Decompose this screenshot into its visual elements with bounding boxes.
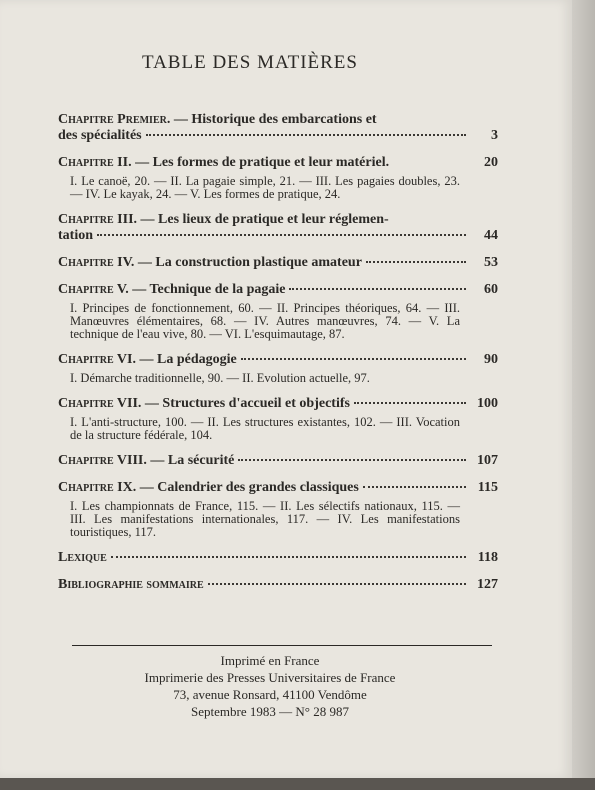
toc-entry-chapter-9 <box>58 480 498 539</box>
entry-label-sc: Bibliographie sommaire <box>58 577 204 592</box>
toc-entry-chapter-4 <box>58 255 498 271</box>
entry-label: VIII. — La sécurité <box>113 453 235 468</box>
entry-label-sc: Chapitre <box>58 282 114 297</box>
entry-label: VI. — La pédagogie <box>113 352 237 367</box>
dot-leader <box>146 134 466 136</box>
entry-label-sc: Chapitre <box>58 255 114 270</box>
dot-leader <box>97 234 466 236</box>
entry-label: . — Historique des embarcations et <box>166 112 377 127</box>
entry-page-number: 3 <box>491 128 498 143</box>
entry-page-number: 115 <box>477 480 498 495</box>
dot-leader <box>111 556 466 558</box>
dot-leader <box>363 486 466 488</box>
entry-label-sc: Chapitre <box>58 155 114 170</box>
entry-page-number: 44 <box>484 228 498 243</box>
imprint-line: Imprimerie des Presses Universitaires de France <box>144 670 396 685</box>
entry-label: V. — Technique de la pagaie <box>113 282 286 297</box>
dot-leader <box>289 288 466 290</box>
entry-label-sc: Chapitre Premier <box>58 112 167 127</box>
entry-page-number: 107 <box>477 453 498 468</box>
toc-entry-chapter-7 <box>58 396 498 442</box>
entry-label-sc: Chapitre <box>58 212 114 227</box>
page-title: TABLE DES MATIÈRES <box>142 52 358 73</box>
entry-label-sc: Chapitre <box>58 453 114 468</box>
entry-page-number: 127 <box>477 577 498 592</box>
toc-entry-chapter-8 <box>58 453 498 469</box>
entry-label: VII. — Structures d'accueil et objectifs <box>113 396 350 411</box>
entry-label: IV. — La construction plastique amateur <box>113 255 362 270</box>
dot-leader <box>366 261 466 263</box>
entry-label-sc: Lexique <box>58 550 107 565</box>
entry-label-sc: Chapitre <box>58 396 114 411</box>
dot-leader <box>238 459 466 461</box>
entry-label-continued: tation <box>58 228 93 243</box>
toc-entry-chapter-6 <box>58 352 498 385</box>
entry-subsections: I. Principes de fonctionnement, 60. — II. Principes théoriques, 64. — III. Manœuvres élémentaires, 68. — IV. Autres manœuvres, 74. — V. La technique de l'eau vive, 80. — VI. L'esquimautage, 87. <box>70 301 460 341</box>
imprint-line: 73, avenue Ronsard, 41100 Vendôme <box>173 687 367 702</box>
entry-page-number: 90 <box>484 352 498 367</box>
imprint-line: Imprimé en France <box>220 653 320 668</box>
entry-label-sc: Chapitre <box>58 352 114 367</box>
dot-leader <box>208 583 466 585</box>
entry-subsections: I. Démarche traditionnelle, 90. — II. Evolution actuelle, 97. <box>70 371 370 385</box>
entry-subsections: I. Les championnats de France, 115. — II. Les sélectifs nationaux, 115. — III. Les manifestations internationales, 117. — IV. Les manifestations touristiques, 117. <box>70 499 460 539</box>
page-bottom-edge <box>0 778 595 790</box>
entry-page-number: 118 <box>477 550 498 565</box>
entry-subsections: I. Le canoë, 20. — II. La pagaie simple, 21. — III. Les pagaies doubles, 23. — IV. Le kayak, 24. — V. Les formes de pratique, 24. <box>70 174 460 201</box>
entry-page-number: 20 <box>484 155 498 170</box>
dot-leader <box>241 358 466 360</box>
page-edge <box>572 0 595 790</box>
entry-label: II. — Les formes de pratique et leur matériel. <box>113 155 390 170</box>
separator-rule <box>72 645 492 646</box>
entry-label: III. — Les lieux de pratique et leur réglemen- <box>113 212 389 227</box>
entry-page-number: 100 <box>477 396 498 411</box>
printer-imprint <box>60 652 480 720</box>
toc-entry-bibliographie <box>58 577 498 593</box>
toc-entry-chapter-2 <box>58 155 498 201</box>
entry-subsections: I. L'anti-structure, 100. — II. Les structures existantes, 102. — III. Vocation de la structure fédérale, 104. <box>70 415 460 442</box>
entry-label-continued: des spécialités <box>58 128 142 143</box>
entry-page-number: 60 <box>484 282 498 297</box>
entry-label: IX. — Calendrier des grandes classiques <box>113 480 359 495</box>
toc-entry-chapter-1 <box>58 112 498 144</box>
imprint-line: Septembre 1983 — N° 28 987 <box>191 704 349 719</box>
table-of-contents <box>58 112 498 604</box>
entry-page-number: 53 <box>484 255 498 270</box>
toc-entry-chapter-3 <box>58 212 498 244</box>
toc-entry-chapter-5 <box>58 282 498 341</box>
toc-entry-lexique <box>58 550 498 566</box>
entry-label-sc: Chapitre <box>58 480 114 495</box>
dot-leader <box>354 402 466 404</box>
